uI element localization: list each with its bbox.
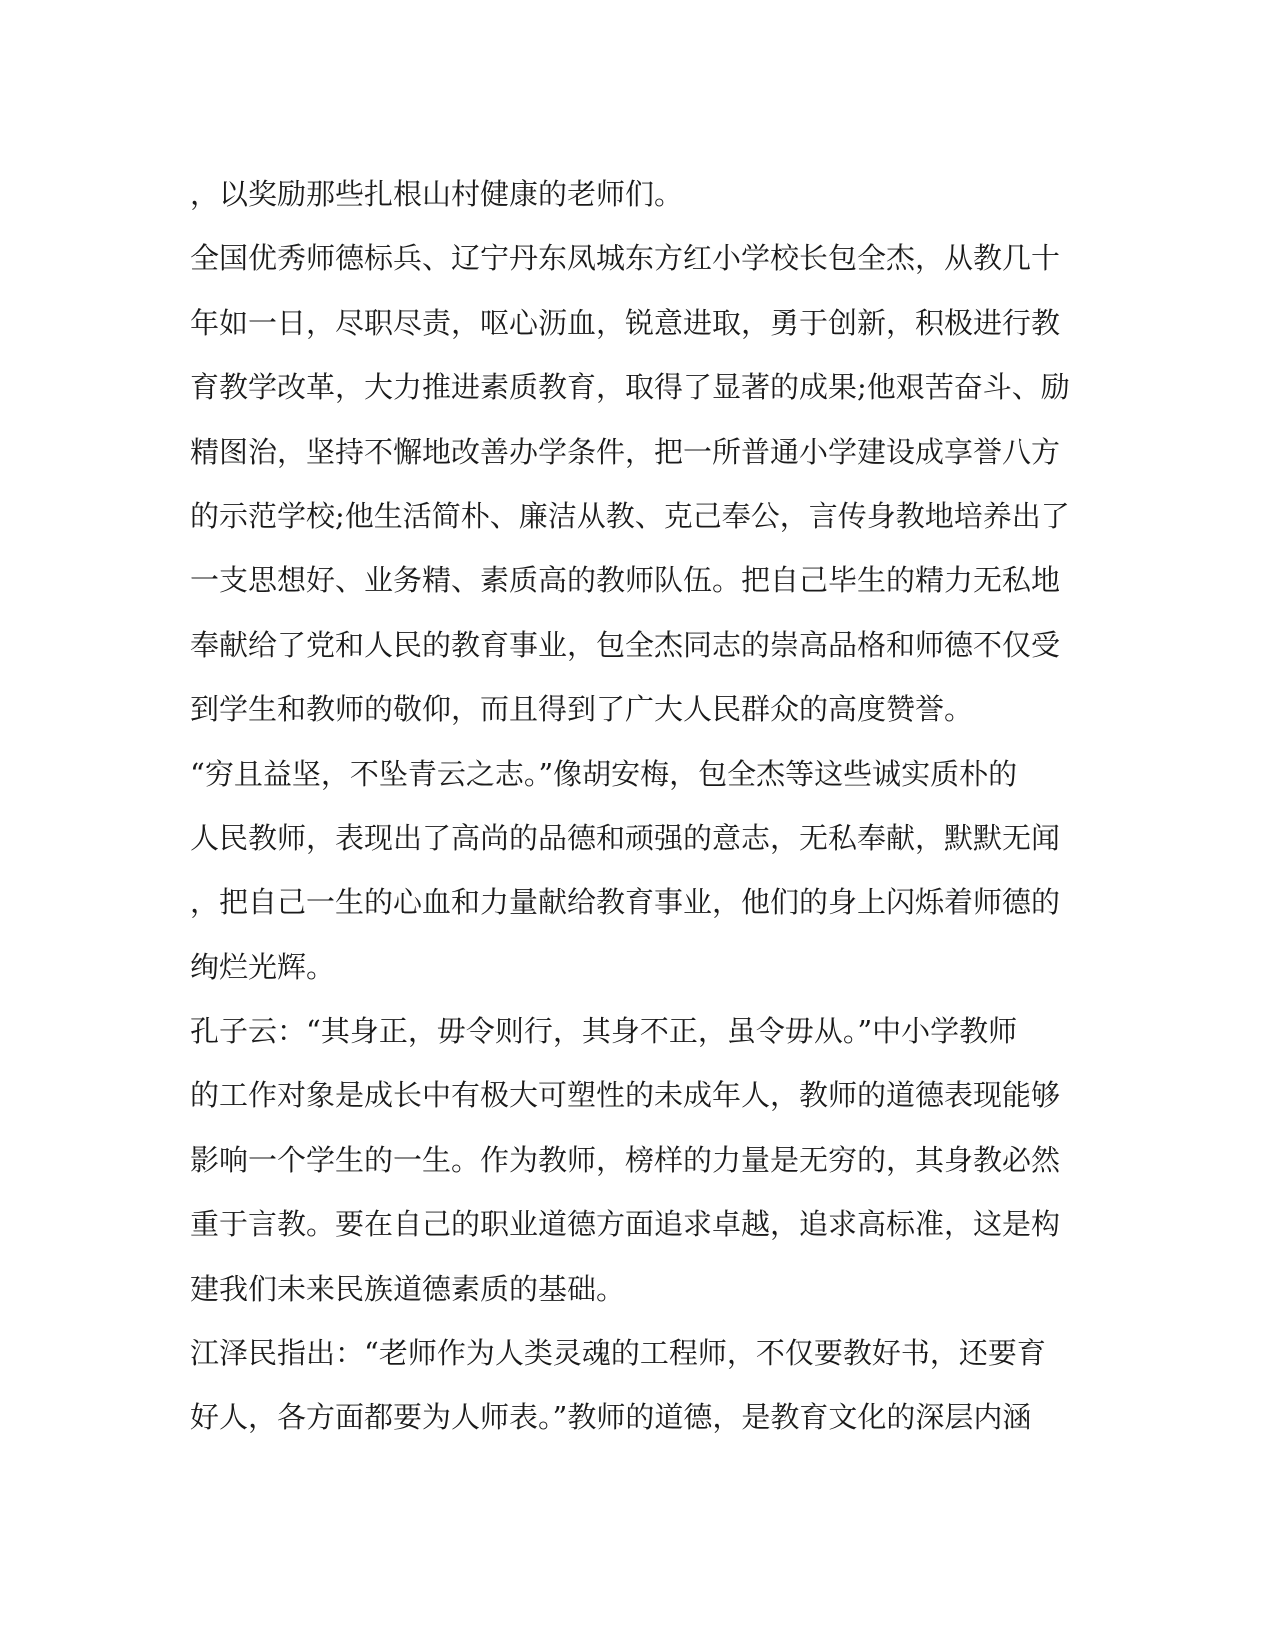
text-line: “穷且益坚，不坠青云之志。”像胡安梅，包全杰等这些诚实质朴的 — [190, 756, 1018, 791]
text-line: 到学生和教师的敬仰，而且得到了广大人民群众的高度赞誉。 — [190, 692, 974, 727]
text-line: 的工作对象是成长中有极大可塑性的未成年人，教师的道德表现能够 — [190, 1078, 1061, 1113]
text-line: 孔子云：“其身正，毋令则行，其身不正，虽令毋从。”中小学教师 — [190, 1014, 1018, 1049]
text-line: 人民教师，表现出了高尚的品德和顽强的意志，无私奉献，默默无闻 — [190, 820, 1061, 855]
text-line: 绚烂光辉。 — [190, 949, 336, 984]
text-line: 一支思想好、业务精、素质高的教师队伍。把自己毕生的精力无私地 — [190, 563, 1061, 598]
text-line: 重于言教。要在自己的职业道德方面追求卓越，追求高标准，这是构 — [190, 1207, 1061, 1242]
text-line: 育教学改革，大力推进素质教育，取得了显著的成果;他艰苦奋斗、励 — [190, 370, 1070, 405]
text-line: 影响一个学生的一生。作为教师，榜样的力量是无穷的，其身教必然 — [190, 1142, 1061, 1177]
text-line: 江泽民指出：“老师作为人类灵魂的工程师，不仅要教好书，还要育 — [190, 1336, 1046, 1371]
text-line: 奉献给了党和人民的教育事业，包全杰同志的崇高品格和师德不仅受 — [190, 627, 1061, 662]
text-line: ，把自己一生的心血和力量献给教育事业，他们的身上闪烁着师德的 — [190, 885, 1061, 920]
text-line: 的示范学校;他生活简朴、廉洁从教、克己奉公，言传身教地培养出了 — [190, 498, 1070, 533]
text-line: ，以奖励那些扎根山村健康的老师们。 — [190, 177, 684, 211]
text-line: 精图治，坚持不懈地改善办学条件，把一所普通小学建设成享誉八方 — [190, 434, 1061, 469]
body-text — [190, 162, 1090, 1450]
text-line: 年如一日，尽职尽责，呕心沥血，锐意进取，勇于创新，积极进行教 — [190, 305, 1061, 340]
text-line: 建我们未来民族道德素质的基础。 — [190, 1271, 626, 1306]
text-line: 全国优秀师德标兵、辽宁丹东凤城东方红小学校长包全杰，从教几十 — [190, 241, 1061, 276]
text-line: 好人，各方面都要为人师表。”教师的道德，是教育文化的深层内涵 — [190, 1400, 1032, 1435]
